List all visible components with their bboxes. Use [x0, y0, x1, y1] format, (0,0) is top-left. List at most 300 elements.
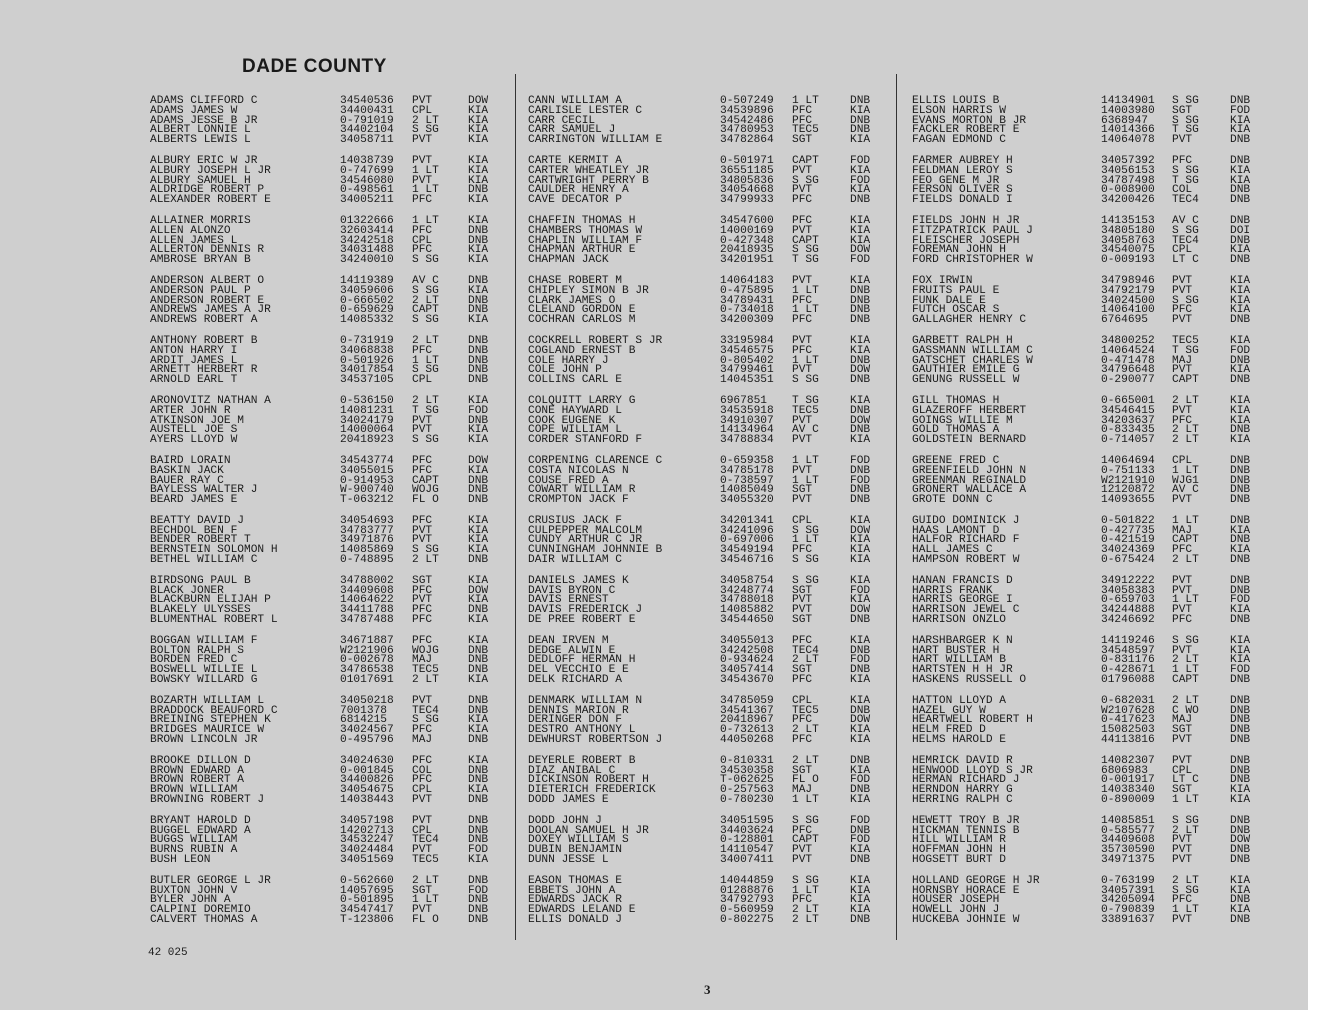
entry-rank: TEC5 [792, 124, 819, 137]
entry-rank: 1 LT [412, 184, 439, 197]
entry-name: FAGAN EDMOND C [912, 134, 1006, 147]
entry-serial-number: 0-748895 [340, 554, 394, 567]
entry-serial-number: 34543774 [340, 454, 394, 467]
entry-serial-number: 14119389 [340, 274, 394, 287]
entry-serial-number: 0-780230 [720, 794, 774, 807]
entry-serial-number: 0-501971 [720, 154, 774, 167]
entry-status: DNB [1230, 894, 1251, 907]
entry-status: KIA [850, 674, 871, 687]
entry-rank: S SG [412, 364, 439, 377]
entry-status: DNB [468, 794, 489, 807]
entry-name: HART WILLIAM B [912, 654, 1006, 667]
entry-name: FACKLER ROBERT E [912, 124, 1020, 137]
entry-serial-number: 33195984 [720, 334, 774, 347]
entry-status: DNB [1230, 454, 1251, 467]
entry-status: DNB [1230, 354, 1251, 367]
entry-rank: FL O [792, 774, 819, 787]
entry-rank: 2 LT [1172, 824, 1199, 837]
entry-status: KIA [468, 724, 489, 737]
entry-rank: PFC [412, 514, 433, 527]
entry-serial-number: 0-562660 [340, 874, 394, 887]
entry-status: KIA [468, 854, 489, 866]
entry-serial-number: 34024500 [1101, 294, 1155, 307]
entry-name: CORDER STANFORD F [528, 434, 643, 447]
entry-serial-number: 14064100 [1101, 304, 1155, 317]
entry-status: DNB [1230, 704, 1251, 717]
entry-name: DODD JAMES E [528, 794, 609, 807]
entry-name: DESTRO ANTHONY L [528, 724, 636, 737]
entry-rank: T SG [792, 254, 819, 267]
entry-status: DNB [468, 694, 489, 707]
entry-name: EDWARDS JACK R [528, 894, 622, 907]
entry-rank: 1 LT [1172, 464, 1199, 477]
entry-rank: TEC4 [792, 644, 819, 657]
entry-name: EDWARDS LELAND E [528, 904, 636, 917]
entry-name: BREINING STEPHEN K [150, 714, 271, 727]
entry-name: BRYANT HAROLD D [150, 814, 251, 827]
entry-status: DNB [1230, 674, 1251, 687]
entry-name: BUXTON JOHN V [150, 884, 238, 897]
entry-rank: PVT [412, 594, 433, 607]
entry-name: HORNSBY HORACE E [912, 884, 1020, 897]
entry-name: COLE HARRY J [528, 354, 609, 367]
entry-status: KIA [850, 184, 871, 197]
entry-name: GATSCHET CHARLES W [912, 354, 1033, 367]
entry-name: FLEISCHER JOSEPH [912, 234, 1020, 247]
entry-name: BROWN EDWARD A [150, 764, 244, 777]
entry-serial-number: 14045351 [720, 374, 774, 387]
entry-status: DNB [850, 374, 871, 387]
entry-name: CHAPMAN ARTHUR E [528, 244, 636, 257]
entry-name: BROWN ROBERT A [150, 774, 244, 787]
entry-serial-number: 14064622 [340, 594, 394, 607]
entry-serial-number: T-063212 [340, 494, 394, 507]
entry-serial-number: 14044859 [720, 874, 774, 887]
entry-status: KIA [1230, 604, 1251, 617]
roster-entry [912, 736, 1272, 746]
entry-status: DOW [850, 414, 871, 427]
roster-entry [528, 676, 888, 686]
entry-name: HEMRICK DAVID R [912, 754, 1013, 767]
entry-serial-number: 34051569 [340, 854, 394, 866]
entry-serial-number: 0-682031 [1101, 694, 1155, 707]
entry-status: DNB [468, 374, 489, 387]
entry-rank: PFC [792, 734, 813, 747]
entry-rank: CAPT [1172, 674, 1199, 687]
entry-status: DNB [850, 304, 871, 317]
entry-status: DNB [1230, 184, 1251, 197]
entry-name: BASKIN JACK [150, 464, 224, 477]
entry-name: ALDRIDGE ROBERT P [150, 184, 265, 197]
entry-status: DNB [1230, 714, 1251, 727]
roster-group [150, 274, 510, 327]
roster-group [150, 454, 510, 507]
roster-entry [150, 496, 510, 506]
entry-status: FOD [850, 814, 871, 827]
entry-serial-number: 34203637 [1101, 414, 1155, 427]
roster-entry [528, 856, 888, 866]
entry-rank: PVT [1172, 834, 1193, 847]
entry-rank: S SG [792, 814, 819, 827]
entry-name: DELK RICHARD A [528, 674, 622, 687]
entry-rank: SGT [792, 584, 813, 597]
entry-rank: 1 LT [1172, 794, 1199, 807]
entry-rank: PVT [1172, 913, 1193, 926]
entry-status: DNB [850, 404, 871, 417]
entry-status: DNB [850, 614, 871, 627]
entry-serial-number: 34248774 [720, 584, 774, 597]
entry-name: HARRIS GEORGE I [912, 594, 1013, 607]
entry-name: HANAN FRANCIS D [912, 574, 1013, 587]
entry-rank: PVT [792, 414, 813, 427]
entry-name: HOGSETT BURT D [912, 854, 1006, 866]
entry-rank: T SG [1172, 124, 1199, 137]
entry-rank: 2 LT [412, 394, 439, 407]
entry-serial-number: 6764695 [1101, 314, 1148, 327]
entry-rank: 2 LT [412, 674, 439, 687]
entry-serial-number: 34054668 [720, 184, 774, 197]
entry-serial-number: 6368947 [1101, 114, 1148, 127]
entry-status: DNB [850, 424, 871, 437]
entry-status: KIA [1230, 524, 1251, 537]
entry-status: FOD [850, 254, 871, 267]
entry-status: KIA [850, 544, 871, 557]
entry-rank: PVT [412, 424, 433, 437]
entry-serial-number: 0-675424 [1101, 554, 1155, 567]
entry-status: DNB [468, 644, 489, 657]
entry-name: HARSHBARGER K N [912, 634, 1013, 647]
entry-status: DNB [1230, 694, 1251, 707]
entry-rank: PFC [1172, 544, 1193, 557]
entry-status: FOD [468, 884, 489, 897]
entry-status: DOW [850, 244, 871, 257]
entry-serial-number: 0-009193 [1101, 254, 1155, 267]
entry-rank: WJG1 [1172, 474, 1199, 487]
entry-rank: PFC [412, 584, 433, 597]
entry-serial-number: 34056153 [1101, 164, 1155, 177]
entry-name: CALPINI DOREMIO [150, 904, 251, 917]
entry-serial-number: 14038443 [340, 794, 394, 807]
entry-status: DNB [468, 274, 489, 287]
entry-name: DEDLOFF HERMAN H [528, 654, 636, 667]
entry-serial-number: 34780953 [720, 124, 774, 137]
entry-status: DNB [1230, 554, 1251, 567]
entry-status: DNB [1230, 214, 1251, 227]
entry-status: DNB [468, 334, 489, 347]
entry-rank: PVT [412, 95, 433, 107]
entry-name: BLAKELY ULYSSES [150, 604, 251, 617]
entry-serial-number: 0-417623 [1101, 714, 1155, 727]
entry-rank: PVT [1172, 574, 1193, 587]
entry-rank: 1 LT [412, 354, 439, 367]
entry-serial-number: 0-731919 [340, 334, 394, 347]
entry-rank: S SG [792, 874, 819, 887]
roster-entry [150, 856, 510, 866]
entry-name: ANDREWS JAMES A JR [150, 304, 271, 317]
entry-name: CARR SAMUEL J [528, 124, 616, 137]
entry-name: CHAMBERS THOMAS W [528, 224, 643, 237]
entry-status: KIA [850, 344, 871, 357]
entry-name: DIAZ ANIBAL C [528, 764, 616, 777]
entry-status: DNB [1230, 154, 1251, 167]
entry-serial-number: 34403624 [720, 824, 774, 837]
entry-serial-number: 0-934624 [720, 654, 774, 667]
entry-serial-number: 34792179 [1101, 284, 1155, 297]
entry-serial-number: 34057392 [1101, 154, 1155, 167]
entry-name: FOREMAN JOHN H [912, 244, 1006, 257]
entry-name: EASON THOMAS E [528, 874, 622, 887]
entry-serial-number: 0-427348 [720, 234, 774, 247]
entry-rank: 2 LT [1172, 434, 1199, 447]
entry-rank: 1 LT [1172, 594, 1199, 607]
entry-rank: PFC [792, 104, 813, 117]
entry-rank: PVT [412, 524, 433, 537]
entry-status: KIA [850, 394, 871, 407]
page-number: 3 [704, 982, 711, 997]
roster-entry [150, 676, 510, 686]
entry-rank: PVT [1172, 284, 1193, 297]
entry-name: ALLEN JAMES L [150, 234, 238, 247]
entry-name: FITZPATRICK PAUL J [912, 224, 1033, 237]
entry-status: DNB [468, 604, 489, 617]
entry-name: FUNK DALE E [912, 294, 986, 307]
entry-status: DNB [850, 664, 871, 677]
entry-name: EVANS MORTON B JR [912, 114, 1027, 127]
entry-status: DNB [468, 484, 489, 497]
entry-status: KIA [1230, 114, 1251, 127]
entry-serial-number: 34543670 [720, 674, 774, 687]
entry-name: GALLAGHER HENRY C [912, 314, 1027, 327]
entry-rank: PFC [792, 674, 813, 687]
entry-rank: PFC [412, 224, 433, 237]
entry-name: GROTE DONN C [912, 494, 993, 507]
entry-name: ANTHONY ROBERT B [150, 334, 258, 347]
entry-serial-number: 0-427735 [1101, 524, 1155, 537]
entry-serial-number: 34005211 [340, 194, 394, 207]
entry-serial-number: 0-507249 [720, 95, 774, 107]
entry-status: DNB [850, 354, 871, 367]
entry-status: DNB [850, 854, 871, 866]
entry-serial-number: 0-805402 [720, 354, 774, 367]
entry-serial-number: 0-501926 [340, 354, 394, 367]
roster-entry [912, 376, 1272, 386]
entry-name: CRUSIUS JACK F [528, 514, 622, 527]
entry-status: DNB [1230, 574, 1251, 587]
entry-rank: PVT [412, 844, 433, 857]
entry-status: DNB [1230, 464, 1251, 477]
roster-group [528, 394, 888, 447]
entry-serial-number: 0-471478 [1101, 354, 1155, 367]
entry-rank: FL O [412, 494, 439, 507]
entry-status: KIA [1230, 244, 1251, 257]
entry-status: DNB [850, 494, 871, 507]
entry-serial-number: 14134901 [1101, 95, 1155, 107]
entry-rank: S SG [412, 434, 439, 447]
entry-serial-number: 34548597 [1101, 644, 1155, 657]
entry-status: KIA [1230, 634, 1251, 647]
entry-status: DNB [1230, 824, 1251, 837]
entry-rank: PVT [1172, 854, 1193, 866]
entry-serial-number: 0-257563 [720, 784, 774, 797]
entry-name: DEWHURST ROBERTSON J [528, 734, 663, 747]
entry-status: KIA [1230, 364, 1251, 377]
entry-status: DNB [1230, 774, 1251, 787]
entry-serial-number: 0-747699 [340, 164, 394, 177]
entry-name: HAMPSON ROBERT W [912, 554, 1020, 567]
entry-serial-number: 34200426 [1101, 194, 1155, 207]
entry-status: KIA [850, 434, 871, 447]
entry-name: GAUTHIER EMILE G [912, 364, 1020, 377]
entry-status: FOD [850, 174, 871, 187]
entry-name: DICKINSON ROBERT H [528, 774, 649, 787]
entry-status: KIA [468, 134, 489, 147]
entry-rank: PVT [412, 794, 433, 807]
entry-serial-number: 14000064 [340, 424, 394, 437]
entry-status: KIA [468, 104, 489, 117]
roster-group [528, 214, 888, 267]
entry-name: BROWN LINCOLN JR [150, 734, 258, 747]
entry-serial-number: 34058754 [720, 574, 774, 587]
entry-name: DAVIS ERNEST [528, 594, 609, 607]
entry-status: DNB [1230, 913, 1251, 926]
entry-serial-number: 14119246 [1101, 634, 1155, 647]
roster-group [150, 97, 510, 146]
entry-rank: PFC [792, 314, 813, 327]
entry-name: CROMPTON JACK F [528, 494, 629, 507]
entry-serial-number: 14057695 [340, 884, 394, 897]
entry-name: CUNDY ARTHUR C JR [528, 534, 643, 547]
entry-rank: MAJ [1172, 524, 1193, 537]
entry-serial-number: 0-665001 [1101, 394, 1155, 407]
entry-rank: PVT [1172, 644, 1193, 657]
entry-name: FELDMAN LEROY S [912, 164, 1013, 177]
entry-status: DNB [1230, 374, 1251, 387]
entry-status: DNB [1230, 484, 1251, 497]
entry-name: DODD JOHN J [528, 814, 602, 827]
entry-serial-number: 0-008900 [1101, 184, 1155, 197]
entry-status: DNB [850, 95, 871, 107]
roster-entry [528, 556, 888, 566]
entry-rank: S SG [412, 314, 439, 327]
entry-serial-number: 34532247 [340, 834, 394, 847]
entry-status: DNB [468, 364, 489, 377]
roster-entry [528, 256, 888, 266]
entry-serial-number: 34789431 [720, 294, 774, 307]
entry-name: COWART WILLIAM R [528, 484, 636, 497]
entry-serial-number: 7001378 [340, 704, 387, 717]
entry-serial-number: 35730590 [1101, 844, 1155, 857]
entry-status: KIA [468, 574, 489, 587]
entry-serial-number: 34051595 [720, 814, 774, 827]
entry-status: KIA [468, 394, 489, 407]
roster-group [528, 694, 888, 747]
entry-rank: 1 LT [792, 95, 819, 107]
entry-serial-number: 34055013 [720, 634, 774, 647]
entry-status: DNB [1230, 194, 1251, 207]
entry-serial-number: 20418967 [720, 714, 774, 727]
roster-group [528, 274, 888, 327]
roster-group [528, 574, 888, 627]
entry-serial-number: 34805180 [1101, 224, 1155, 237]
entry-serial-number: 0-498561 [340, 184, 394, 197]
entry-status: DNB [1230, 814, 1251, 827]
entry-name: FUTCH OSCAR S [912, 304, 1000, 317]
entry-serial-number: 0-831176 [1101, 654, 1155, 667]
roster-group [912, 874, 1272, 926]
entry-serial-number: 34788002 [340, 574, 394, 587]
entry-status: KIA [468, 284, 489, 297]
entry-rank: PVT [1172, 364, 1193, 377]
entry-rank: PFC [412, 464, 433, 477]
roster-entry [150, 736, 510, 746]
entry-name: HELMS HAROLD E [912, 734, 1006, 747]
roster-group [912, 274, 1272, 327]
entry-name: BRIDGES MAURICE W [150, 724, 265, 737]
roster-entry [912, 256, 1272, 266]
entry-name: COSTA NICOLAS N [528, 464, 629, 477]
roster-entry [912, 136, 1272, 146]
entry-serial-number: 34246692 [1101, 614, 1155, 627]
entry-rank: PFC [412, 774, 433, 787]
entry-name: GILL THOMAS H [912, 394, 1000, 407]
entry-status: DNB [850, 294, 871, 307]
entry-name: CARTWRIGHT PERRY B [528, 174, 649, 187]
entry-name: BROWNING ROBERT J [150, 794, 265, 807]
entry-status: KIA [468, 544, 489, 557]
entry-name: ALBERT LONNIE L [150, 124, 251, 137]
entry-status: KIA [850, 514, 871, 527]
entry-rank: TEC5 [792, 704, 819, 717]
roster-group [150, 634, 510, 687]
entry-name: HILL WILLIAM R [912, 834, 1006, 847]
entry-serial-number: 0-714057 [1101, 434, 1155, 447]
entry-serial-number: 0-290077 [1101, 374, 1155, 387]
entry-rank: 1 LT [792, 794, 819, 807]
roster-entry [150, 316, 510, 326]
entry-rank: S SG [412, 254, 439, 267]
entry-status: KIA [850, 104, 871, 117]
entry-status: DNB [850, 754, 871, 767]
entry-rank: T SG [1172, 344, 1199, 357]
roster-group [912, 814, 1272, 866]
entry-rank: SGT [412, 884, 433, 897]
roster-group [528, 874, 888, 926]
entry-name: BUGGS WILLIAM [150, 834, 238, 847]
entry-status: DNB [850, 464, 871, 477]
roster-entry [528, 376, 888, 386]
entry-status: KIA [468, 514, 489, 527]
entry-serial-number: 20418935 [720, 244, 774, 257]
roster-group [912, 97, 1272, 146]
entry-serial-number: 01017691 [340, 674, 394, 687]
entry-status: KIA [1230, 884, 1251, 897]
entry-name: HELM FRED D [912, 724, 986, 737]
entry-serial-number: 34409608 [340, 584, 394, 597]
entry-serial-number: 6814215 [340, 714, 387, 727]
entry-rank: PFC [1172, 614, 1193, 627]
entry-rank: T SG [792, 394, 819, 407]
roster-group [150, 694, 510, 747]
entry-status: DNB [1230, 844, 1251, 857]
entry-status: DNB [1230, 764, 1251, 777]
entry-status: FOD [850, 154, 871, 167]
entry-rank: S SG [412, 124, 439, 137]
entry-serial-number: 0-890009 [1101, 794, 1155, 807]
entry-rank: 2 LT [1172, 654, 1199, 667]
entry-rank: 1 LT [792, 884, 819, 897]
entry-serial-number: 0-002678 [340, 654, 394, 667]
entry-status: KIA [850, 844, 871, 857]
